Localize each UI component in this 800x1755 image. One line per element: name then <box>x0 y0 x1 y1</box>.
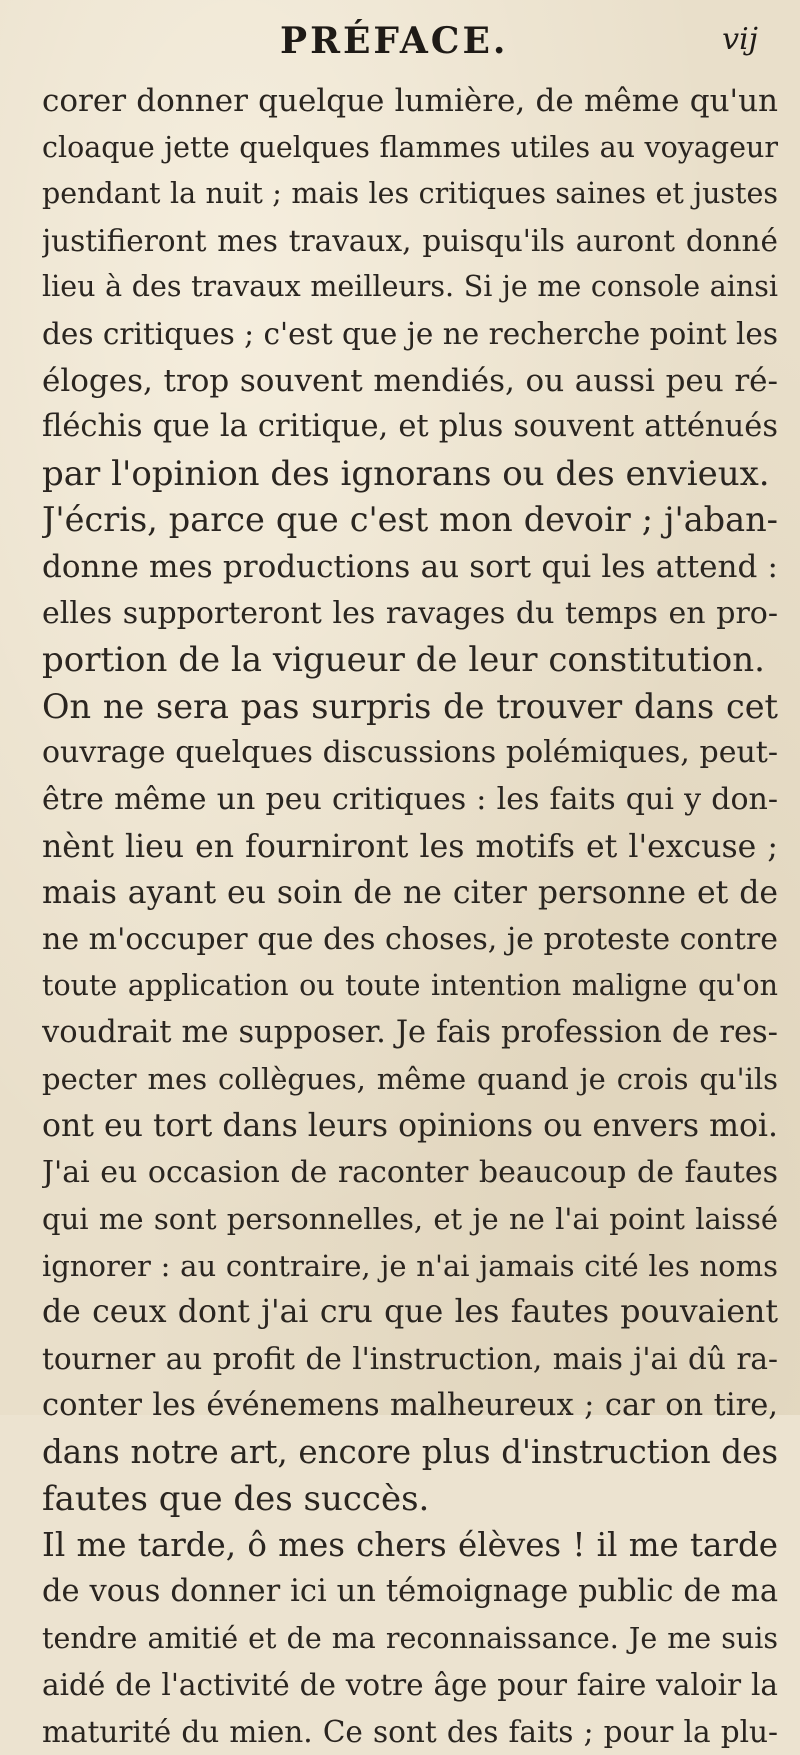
text-line: ont eu tort dans leurs opinions ou envers moi. <box>42 1108 778 1145</box>
text-line: portion de la vigueur de leur constitution. <box>42 640 765 681</box>
text-line: cloaque jette quelques flammes utiles au voyageur <box>42 130 778 164</box>
text-line: lieu à des travaux meilleurs. Si je me console ainsi <box>42 270 778 304</box>
page-number: vij <box>722 22 758 57</box>
text-line: qui me sont personnelles, et je ne l'ai point laissé <box>42 1202 778 1237</box>
text-line: ne m'occuper que des choses, je proteste contre <box>42 921 778 957</box>
text-line: maturité du mien. Ce sont des faits ; pour la plu- <box>42 1714 778 1749</box>
text-line: ouvrage quelques discussions polémiques, peut- <box>42 735 778 771</box>
text-line: éloges, trop souvent mendiés, ou aussi peu ré- <box>42 362 778 399</box>
text-line: par l'opinion des ignorans ou des envieux. <box>42 453 770 494</box>
text-line: On ne sera pas surpris de trouver dans cet <box>42 686 778 726</box>
text-line: mais ayant eu soin de ne citer personne et de <box>42 875 778 912</box>
text-line: aidé de l'activité de votre âge pour faire valoir la <box>42 1668 778 1703</box>
text-line: tendre amitié et de ma reconnaissance. Je me suis <box>42 1621 778 1655</box>
text-line: justifieront mes travaux, puisqu'ils auront donné <box>42 223 778 258</box>
text-line: être même un peu critiques : les faits qui y don- <box>42 781 778 817</box>
text-line: toute application ou toute intention maligne qu'on <box>42 969 778 1003</box>
text-line: ignorer : au contraire, je n'ai jamais cité les noms <box>42 1248 778 1283</box>
text-line: fautes que des succès. <box>42 1478 430 1519</box>
text-line: Il me tarde, ô mes chers élèves ! il me tarde <box>42 1526 778 1565</box>
text-line: pendant la nuit ; mais les critiques saines et justes <box>42 177 778 211</box>
text-line: fléchis que la critique, et plus souvent atténués <box>42 409 778 445</box>
text-line: conter les événemens malheureux ; car on tire, <box>42 1387 778 1423</box>
text-line: donne mes productions au sort qui les attend : <box>42 548 778 585</box>
text-line: tourner au profit de l'instruction, mais j'ai dû ra- <box>42 1342 778 1377</box>
text-line: dans notre art, encore plus d'instruction des <box>42 1433 778 1472</box>
body-text <box>42 78 778 1755</box>
running-title: PRÉFACE. <box>280 20 509 62</box>
text-line: voudrait me supposer. Je fais profession de res- <box>42 1014 778 1050</box>
text-line: nènt lieu en fourniront les motifs et l'excuse ; <box>42 828 778 865</box>
text-line: J'écris, parce que c'est mon devoir ; j'aban- <box>42 500 778 540</box>
text-line: pecter mes collègues, même quand je crois qu'ils <box>42 1062 778 1097</box>
page-header <box>40 10 772 70</box>
text-line: elles supporteront les ravages du temps en pro- <box>42 595 778 631</box>
text-line: corer donner quelque lumière, de même qu'un <box>42 83 778 119</box>
text-line: de ceux dont j'ai cru que les fautes pouvaient <box>42 1294 778 1331</box>
text-line: de vous donner ici un témoignage public de ma <box>42 1574 778 1609</box>
text-line: des critiques ; c'est que je ne recherche point les <box>42 316 778 351</box>
text-line: J'ai eu occasion de raconter beaucoup de fautes <box>42 1154 778 1190</box>
